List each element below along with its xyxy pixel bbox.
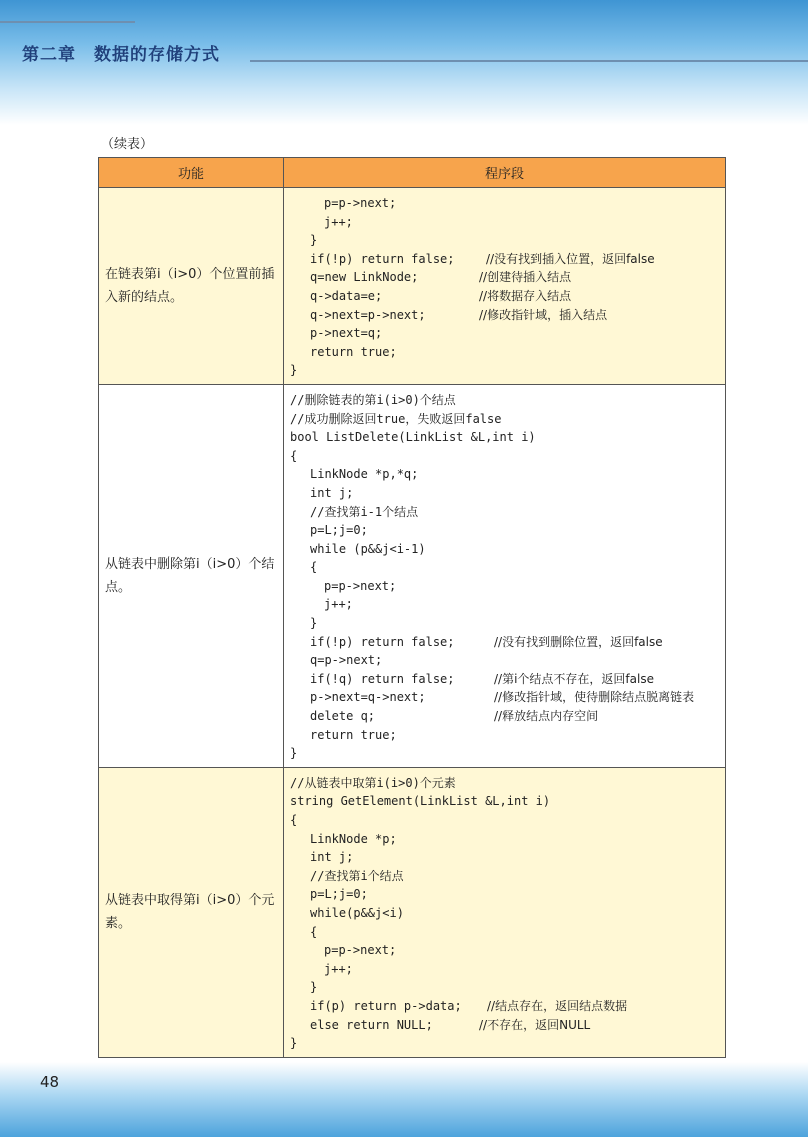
code-text: //查找第i-1个结点 [310, 504, 419, 519]
code-line [290, 960, 725, 979]
code-line [290, 577, 725, 596]
code-line [290, 792, 725, 811]
code-text: } [290, 363, 298, 378]
code-text: while (p&&j<i-1) [310, 541, 426, 556]
code-text: //成功删除返回true，失败返回false [290, 411, 502, 426]
code-text: { [310, 560, 318, 575]
code-text: p=p->next; [324, 943, 397, 958]
code-table [98, 157, 726, 1058]
table-row [99, 767, 726, 1057]
code-text: q=p->next; [310, 653, 383, 668]
code-line [290, 744, 725, 763]
code-line [290, 213, 725, 232]
code-text: } [310, 233, 318, 248]
header-rule [250, 60, 808, 62]
code-text: return true; [310, 344, 397, 359]
code-text: j++; [324, 214, 353, 229]
code-line [290, 941, 725, 960]
code-comment: //结点存在，返回结点数据 [487, 998, 628, 1013]
column-header-function: 功能 [99, 158, 284, 188]
code-text: p=L;j=0; [310, 523, 368, 538]
code-line [290, 633, 725, 652]
code-text: if(p) return p->data; [310, 998, 462, 1013]
code-text: //删除链表的第i(i>0)个结点 [290, 392, 456, 407]
code-text: } [290, 746, 298, 761]
code-line [290, 250, 725, 269]
code-line [290, 540, 725, 559]
code-line [290, 1034, 725, 1053]
code-comment: //创建待插入结点 [479, 270, 572, 285]
code-text: p->next=q->next; [310, 690, 426, 705]
function-cell: 在链表第i（i>0）个位置前插入新的结点。 [99, 188, 284, 385]
code-line [290, 774, 725, 793]
code-cell [284, 384, 726, 767]
code-line [290, 726, 725, 745]
page-footer-banner [0, 1062, 808, 1137]
code-line [290, 595, 725, 614]
code-line [290, 670, 725, 689]
code-text: bool ListDelete(LinkList &L,int i) [290, 430, 536, 445]
code-comment: //修改指针域，使待删除结点脱离链表 [494, 690, 695, 705]
header-rule [0, 21, 135, 23]
code-line [290, 1016, 725, 1035]
function-cell: 从链表中删除第i（i>0）个结点。 [99, 384, 284, 767]
column-header-code: 程序段 [284, 158, 726, 188]
code-text: p=p->next; [324, 196, 397, 210]
code-line [290, 306, 725, 325]
code-line [290, 268, 725, 287]
chapter-title: 第二章 数据的存储方式 [22, 45, 220, 65]
code-comment: //第i个结点不存在，返回false [494, 671, 654, 686]
code-text: string GetElement(LinkList &L,int i) [290, 794, 551, 809]
code-text: LinkNode *p; [310, 831, 397, 846]
table-row [99, 384, 726, 767]
code-line [290, 651, 725, 670]
code-text: } [310, 980, 318, 995]
code-text: { [290, 813, 298, 827]
code-text: j++; [324, 597, 353, 612]
code-text: } [310, 616, 318, 631]
code-text: { [290, 448, 298, 463]
table-continued-label: （续表） [101, 137, 154, 152]
code-text: } [290, 1036, 298, 1051]
code-comment: //释放结点内存空间 [494, 709, 599, 724]
code-text: delete q; [310, 709, 376, 724]
page-number: 48 [40, 1073, 60, 1091]
code-line [290, 904, 725, 923]
code-line [290, 688, 725, 707]
code-text: else return NULL; [310, 1017, 433, 1032]
code-line [290, 923, 725, 942]
code-line [290, 614, 725, 633]
code-text: int j; [310, 485, 354, 500]
code-line [290, 811, 725, 830]
code-line [290, 503, 725, 522]
code-line [290, 978, 725, 997]
code-cell [284, 188, 726, 385]
code-line [290, 428, 725, 447]
code-text: p=p->next; [324, 578, 397, 593]
code-line [290, 447, 725, 466]
page-header-banner [0, 0, 808, 125]
code-line [290, 391, 725, 410]
code-line [290, 997, 725, 1016]
code-line [290, 885, 725, 904]
code-text: if(!q) return false; [310, 671, 455, 686]
code-text: if(!p) return false; [310, 251, 455, 266]
code-line [290, 287, 725, 306]
code-text: q=new LinkNode; [310, 270, 419, 285]
code-line [290, 231, 725, 250]
code-line [290, 867, 725, 886]
code-line [290, 521, 725, 540]
code-text: return true; [310, 727, 397, 742]
code-text: j++; [324, 961, 353, 976]
code-comment: //没有找到插入位置，返回false [486, 251, 655, 266]
code-text: q->data=e; [310, 288, 383, 303]
code-comment: //不存在，返回NULL [479, 1017, 591, 1032]
code-line [290, 343, 725, 362]
code-comment: //将数据存入结点 [479, 288, 572, 303]
code-comment: //修改指针域，插入结点 [479, 307, 608, 322]
code-text: p=L;j=0; [310, 887, 368, 902]
code-text: if(!p) return false; [310, 634, 455, 649]
code-line [290, 324, 725, 343]
code-text: int j; [310, 850, 354, 865]
code-text: //查找第i个结点 [310, 868, 404, 883]
table-row [99, 188, 726, 385]
code-line [290, 830, 725, 849]
code-line [290, 465, 725, 484]
code-line [290, 194, 725, 213]
code-line [290, 484, 725, 503]
code-text: q->next=p->next; [310, 307, 426, 322]
function-cell: 从链表中取得第i（i>0）个元素。 [99, 767, 284, 1057]
code-line [290, 410, 725, 429]
code-text: //从链表中取第i(i>0)个元素 [290, 775, 456, 790]
code-text: p->next=q; [310, 326, 383, 341]
code-line [290, 848, 725, 867]
code-comment: //没有找到删除位置，返回false [494, 634, 663, 649]
code-text: LinkNode *p,*q; [310, 467, 419, 482]
code-line [290, 707, 725, 726]
code-text: { [310, 924, 318, 939]
code-line [290, 558, 725, 577]
code-text: while(p&&j<i) [310, 905, 404, 920]
code-line [290, 361, 725, 380]
code-cell [284, 767, 726, 1057]
